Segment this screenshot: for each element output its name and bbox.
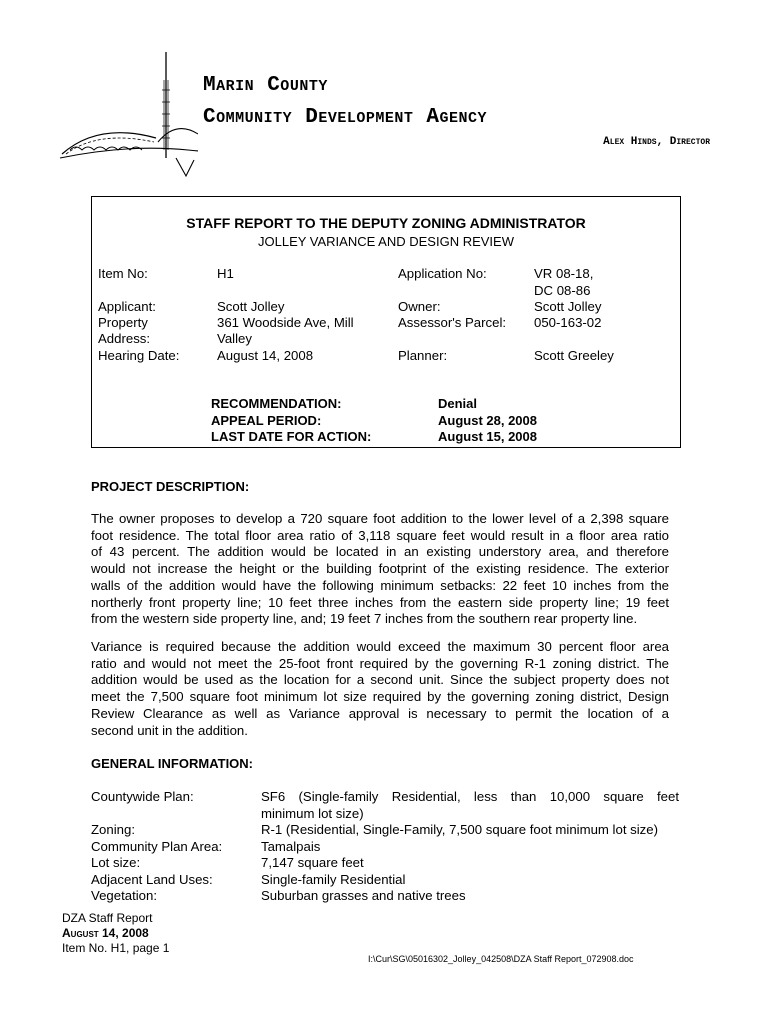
countywide-plan-value: SF6 (Single-family Residential, less than 10,000 square feet — [261, 789, 679, 804]
footer-report-name: DZA Staff Report — [62, 911, 153, 925]
appeal-period-value: August 28, 2008 — [438, 413, 537, 428]
applicant-value: Scott Jolley — [217, 299, 285, 314]
address-label: Address: — [98, 331, 151, 346]
lot-size-value: 7,147 square feet — [261, 855, 364, 870]
text-line: from the western side property line, and; 19 feet 7 inches from the southern rear property line. — [91, 611, 638, 627]
address-value: Valley — [217, 331, 252, 346]
planner-value: Scott Greeley — [534, 348, 614, 363]
parcel-value: 050-163-02 — [534, 315, 602, 330]
text-line: would not increase the height or the building footprint of the existing residence. The exterior — [91, 561, 669, 577]
application-no-value: VR 08-18, — [534, 266, 594, 281]
item-no-value: H1 — [217, 266, 234, 281]
project-description-para2 — [91, 639, 669, 739]
zoning-value: R-1 (Residential, Single-Family, 7,500 square foot minimum lot size) — [261, 822, 658, 837]
property-value: 361 Woodside Ave, Mill — [217, 315, 354, 330]
owner-label: Owner: — [398, 299, 441, 314]
hearing-date-label: Hearing Date: — [98, 348, 180, 363]
text-line: walls of the addition would have the following minimum setbacks: 22 feet 10 inches from the — [91, 577, 669, 593]
text-line: meet the 7,500 square foot minimum lot size required by the governing zoning district, Design — [91, 689, 669, 705]
report-summary-box — [91, 196, 681, 448]
text-line: second unit in the addition. — [91, 722, 248, 738]
agency-logo-icon — [58, 50, 198, 185]
general-information-heading: GENERAL INFORMATION: — [91, 756, 254, 771]
owner-value: Scott Jolley — [534, 299, 602, 314]
parcel-label: Assessor's Parcel: — [398, 315, 507, 330]
vegetation-label: Vegetation: — [91, 888, 157, 903]
footer-date: August 14, 2008 — [62, 926, 149, 940]
recommendation-value: Denial — [438, 396, 478, 411]
adjacent-land-uses-value: Single-family Residential — [261, 872, 406, 887]
planner-label: Planner: — [398, 348, 448, 363]
org-name-line1: Marin County — [203, 74, 328, 97]
report-title: STAFF REPORT TO THE DEPUTY ZONING ADMINISTRATOR — [186, 215, 586, 231]
recommendation-label: RECOMMENDATION: — [211, 396, 342, 411]
text-line: northerly front property line; 10 feet three inches from the eastern side property line; 19 feet — [91, 594, 669, 610]
text-line: The owner proposes to develop a 720 square foot addition to the lower level of a 2,398 square — [91, 511, 669, 526]
text-line: Variance is required because the addition would exceed the maximum 30 percent floor area — [91, 639, 669, 654]
text-line: foot residence. The total floor area ratio of 3,118 square feet would result in a floor area ratio — [91, 527, 669, 543]
community-plan-area-value: Tamalpais — [261, 839, 321, 854]
countywide-plan-label: Countywide Plan: — [91, 789, 194, 804]
report-subtitle: JOLLEY VARIANCE AND DESIGN REVIEW — [258, 234, 514, 249]
text-line: ratio and would not meet the 25-foot front required by the governing R-1 zoning district. The — [91, 655, 669, 671]
property-label: Property — [98, 315, 148, 330]
application-no-value-2: DC 08-86 — [534, 283, 591, 298]
footer-file-path: I:\Cur\SG\05016302_Jolley_042508\DZA Staff Report_072908.doc — [368, 954, 634, 964]
last-date-label: LAST DATE FOR ACTION: — [211, 429, 372, 444]
applicant-label: Applicant: — [98, 299, 156, 314]
project-description-heading: PROJECT DESCRIPTION: — [91, 479, 250, 494]
lot-size-label: Lot size: — [91, 855, 141, 870]
hearing-date-value: August 14, 2008 — [217, 348, 314, 363]
zoning-label: Zoning: — [91, 822, 135, 837]
countywide-plan-value-2: minimum lot size) — [261, 806, 364, 821]
community-plan-area-label: Community Plan Area: — [91, 839, 223, 854]
application-no-label: Application No: — [398, 266, 487, 281]
adjacent-land-uses-label: Adjacent Land Uses: — [91, 872, 213, 887]
text-line: Review Clearance as well as Variance approval is necessary to permit the location of a — [91, 705, 669, 721]
project-description-para1 — [91, 511, 669, 628]
text-line: addition would be used as the location for a second unit. Since the subject property does not — [91, 672, 669, 688]
vegetation-value: Suburban grasses and native trees — [261, 888, 466, 903]
org-name-line2: Community Development Agency — [203, 106, 488, 129]
item-no-label: Item No: — [98, 266, 148, 281]
appeal-period-label: APPEAL PERIOD: — [211, 413, 322, 428]
text-line: of 43 percent. The addition would be located in an existing understory area, and therefore — [91, 544, 669, 560]
director-name: Alex Hinds, Director — [603, 136, 710, 148]
footer-item-page: Item No. H1, page 1 — [62, 941, 170, 955]
last-date-value: August 15, 2008 — [438, 429, 537, 444]
